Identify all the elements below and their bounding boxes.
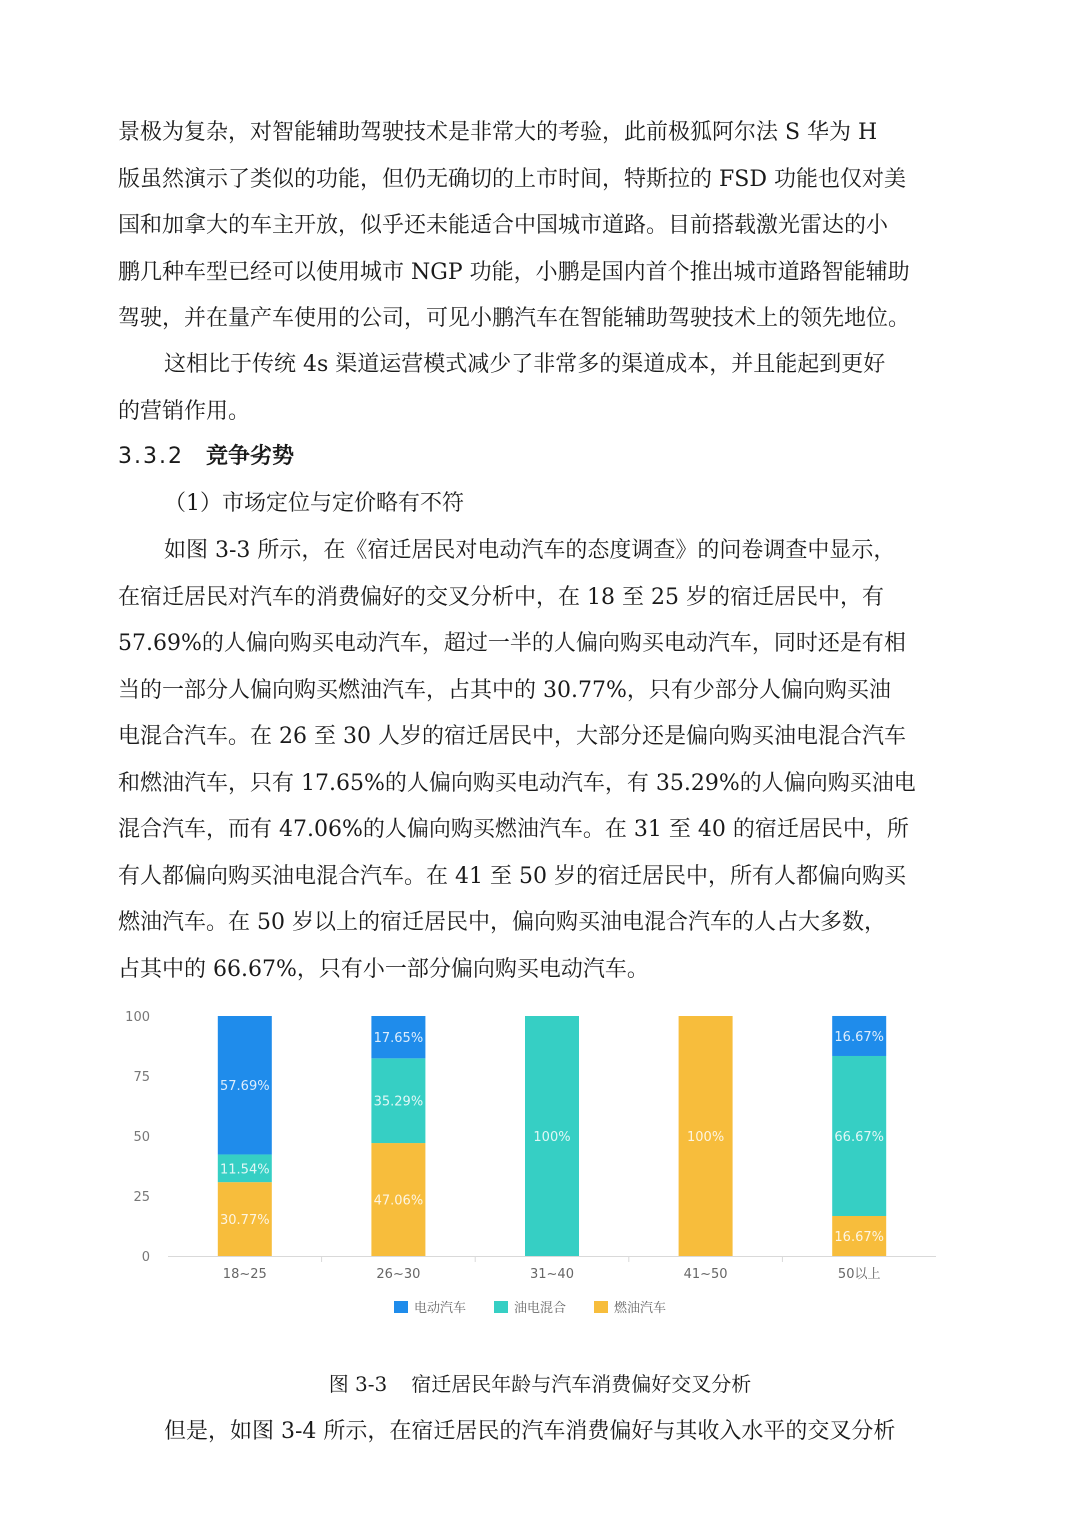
section-heading [118, 437, 294, 477]
data-label: 17.65% [373, 1031, 424, 1047]
data-label: 66.67% [834, 1129, 884, 1145]
text-line: 驾驶，并在量产车使用的公司，可见小鹏汽车在智能辅助驾驶技术上的领先地位。 [118, 306, 911, 331]
data-label: 30.77% [220, 1213, 270, 1229]
y-tick-label: 75 [133, 1070, 150, 1085]
legend-label: 油电混合 [514, 1301, 567, 1316]
text-line: 占其中的 66.67%，只有小一部分偏向购买电动汽车。 [118, 956, 649, 982]
text-line: 如图 3-3 所示，在《宿迁居民对电动汽车的态度调查》的问卷调查中显示， [164, 538, 896, 563]
text-line: 当的一部分人偏向购买燃油汽车，占其中的 30.77%，只有少部分人偏向购买油 [118, 677, 891, 703]
caption-figure-number: 图 3-3 [328, 1372, 388, 1396]
legend-swatch [394, 1301, 408, 1313]
x-tick-label: 26~30 [376, 1267, 421, 1282]
chart-svg [118, 1000, 940, 1340]
paragraph-channel-cost [118, 342, 940, 435]
text-line: 有人都偏向购买油电混合汽车。在 41 至 50 岁的宿迁居民中，所有人都偏向购买 [118, 863, 906, 889]
data-label: 16.67% [834, 1229, 884, 1245]
text-line: 燃油汽车。在 50 岁以上的宿迁居民中，偏向购买油电混合汽车的人占大多数， [118, 910, 886, 935]
text-line: 混合汽车，而有 47.06%的人偏向购买燃油汽车。在 31 至 40 的宿迁居民中，所 [118, 817, 909, 842]
y-tick-label: 100 [125, 1010, 150, 1025]
text-line: 在宿迁居民对汽车的消费偏好的交叉分析中，在 18 至 25 岁的宿迁居民中，有 [118, 584, 884, 610]
paragraph-age-analysis [118, 528, 940, 993]
legend-label: 电动汽车 [414, 1301, 467, 1316]
data-label: 100% [687, 1130, 725, 1145]
text-line: 鹏几种车型已经可以使用城市 NGP 功能，小鹏是国内首个推出城市道路智能辅助 [118, 259, 910, 285]
text-line: 57.69%的人偏向购买电动汽车，超过一半的人偏向购买电动汽车，同时还是有相 [118, 631, 906, 656]
section-number: 3.3.2 [118, 444, 184, 469]
text-line: 但是，如图 3-4 所示，在宿迁居民的汽车消费偏好与其收入水平的交叉分析 [164, 1419, 896, 1444]
text-line: 和燃油汽车，只有 17.65%的人偏向购买电动汽车，有 35.29%的人偏向购买油电 [118, 770, 916, 796]
stacked-bar-chart [118, 1000, 940, 1340]
caption-title: 宿迁居民年龄与汽车消费偏好交叉分析 [411, 1372, 752, 1396]
text-line: 的营销作用。 [118, 398, 251, 424]
x-tick-label: 50以上 [837, 1267, 881, 1282]
data-label: 11.54% [220, 1162, 270, 1178]
text-line: 电混合汽车。在 26 至 30 人岁的宿迁居民中，大部分还是偏向购买油电混合汽车 [118, 724, 906, 749]
data-label: 100% [533, 1130, 571, 1145]
section-title: 竞争劣势 [205, 444, 294, 469]
text-line: 景极为复杂，对智能辅助驾驶技术是非常大的考验，此前极狐阿尔法 S 华为 H [118, 120, 878, 145]
legend-label: 燃油汽车 [614, 1301, 667, 1316]
paragraph-income-analysis [118, 1409, 940, 1456]
x-tick-label: 41~50 [683, 1267, 728, 1282]
text-line: 国和加拿大的车主开放，似乎还未能适合中国城市道路。目前搭载激光雷达的小 [118, 213, 889, 238]
text-line: 这相比于传统 4s 渠道运营模式减少了非常多的渠道成本，并且能起到更好 [164, 352, 886, 377]
y-tick-label: 0 [141, 1250, 150, 1265]
y-tick-label: 50 [133, 1130, 150, 1145]
legend-swatch [494, 1301, 508, 1313]
x-tick-label: 31~40 [530, 1267, 574, 1282]
subheading: （1）市场定位与定价略有不符 [164, 491, 464, 516]
data-label: 57.69% [220, 1079, 270, 1095]
figure-caption [0, 1366, 1080, 1402]
paragraph-autopilot [118, 110, 940, 343]
data-label: 16.67% [834, 1029, 884, 1045]
legend-swatch [594, 1301, 608, 1313]
data-label: 35.29% [373, 1094, 424, 1110]
text-line: 版虽然演示了类似的功能，但仍无确切的上市时间，特斯拉的 FSD 功能也仅对美 [118, 166, 906, 192]
y-tick-label: 25 [133, 1190, 150, 1205]
data-label: 47.06% [373, 1193, 424, 1209]
x-tick-label: 18~25 [222, 1267, 267, 1282]
